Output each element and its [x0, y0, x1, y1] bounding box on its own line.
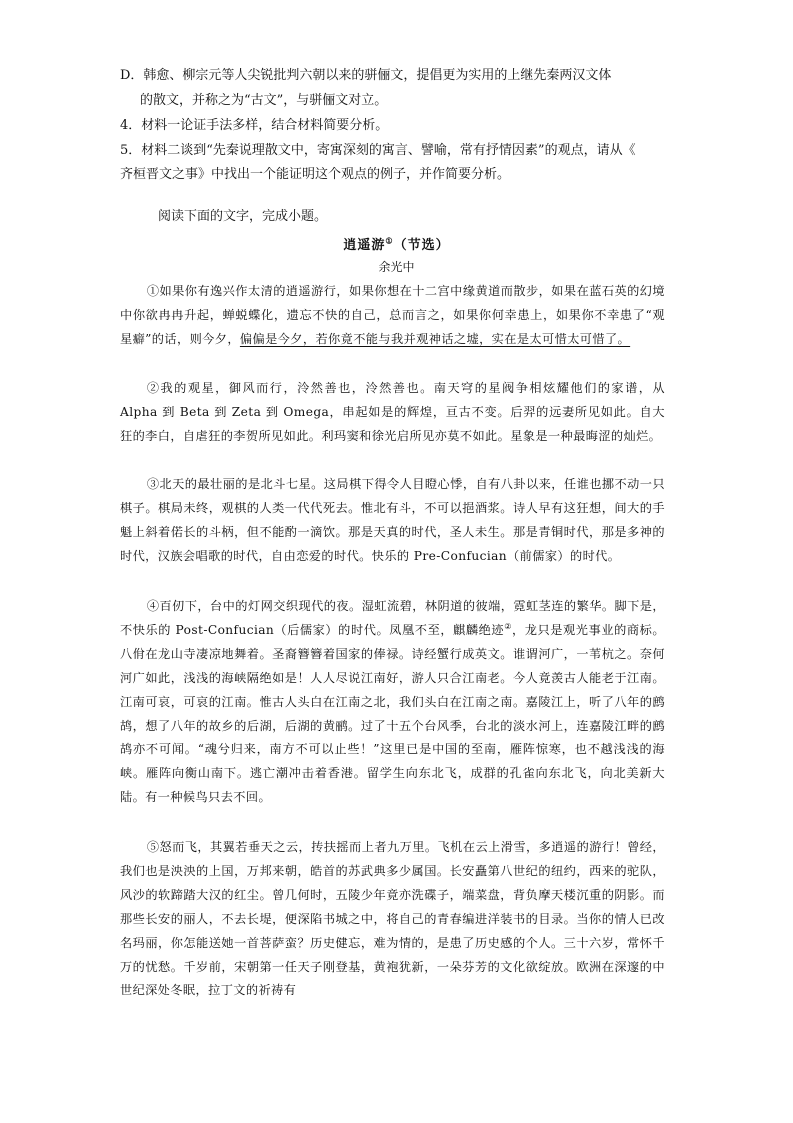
paragraph-4-footnote-marker: ②: [504, 621, 512, 631]
paragraph-4: [120, 595, 665, 810]
option-d-line2: 的散文，并称之为“古文”，与骈俪文对立。: [140, 93, 388, 108]
article-title: [0, 234, 793, 253]
title-footnote-marker: ①: [385, 235, 394, 246]
paragraph-5: ⑤怒而飞，其翼若垂天之云，抟扶摇而上者九万里。飞机在云上滑雪，多逍遥的游行！曾经，我们也是泱泱的上国，万邦来朝，皓首的苏武典多少属国。长安矗第八世纪的纽约，西来的驼队，风沙的软蹄踏大汉的红尘。曾几何时，五陵少年竟亦洗碟子，端菜盘，背负摩天楼沉重的阴影。而那些长安的丽人，不去长堤，便深陷书城之中，将自己的青春编进洋装书的目录。当你的情人已改名玛丽，你怎能送她一首菩萨蛮？历史健忘，难为情的，是患了历史感的个人。三十六岁，常怀千万的忧愁。千岁前，宋朝第一任天子刚登基，黄袍犹新，一朵芬芳的文化欲绽放。欧洲在深邃的中世纪深处冬眠，拉丁文的祈祷有: [120, 840, 665, 998]
paragraph-3: ③北天的最壮丽的是北斗七星。这局棋下得令人目瞪心悸，自有八卦以来，任谁也挪不动一只棋子。棋局未终，观棋的人类一代代死去。惟北有斗，不可以挹酒浆。诗人早有这狂想，间大的手魁上斜着偌长的斗柄，但不能酌一滴饮。那是天真的时代，圣人未生。那是青铜时代，那是多神的时代，汉族会唱歌的时代，自由恋爱的时代。快乐的 Pre-Confucian（前儒家）的时代。: [120, 477, 665, 563]
article-title-suffix: （节选）: [393, 238, 450, 253]
article-title-text: 逍遥游: [343, 238, 386, 253]
article-author: 余光中: [378, 260, 415, 274]
paragraph-4-rest: ，龙只是观光事业的商标。八佾在龙山寺凄凉地舞着。圣裔簪簪着国家的俸禄。诗经蟹行成英文。谁谓河广，一苇杭之。奈何河广如此，浅浅的海峡隔绝如是！人人尽说江南好，游人只合江南老。今人竟羡古人能老于江南。江南可哀，可哀的江南。惟古人头白在江南之北，我们头白在江南之南。嘉陵江上，听了八年的鹧鸪，想了八年的故乡的后湖，后湖的黄鹂。过了十五个台风季，台北的淡水河上，连嘉陵江畔的鹧鸪亦不可闻。“魂兮归来，南方不可以止些！”这里已是中国的至南，雁阵惊寒，也不越浅浅的海峡。雁阵向衡山南下。逃亡潮冲击着香港。留学生向东北飞，成群的孔雀向东北飞，向北美新大陆。有一种候鸟只去不回。: [120, 622, 665, 805]
question-4: 4．材料一论证手法多样，结合材料简要分析。: [120, 118, 389, 133]
paragraph-4-text: ④百仞下，台中的灯网交织现代的夜。湿虹流碧，林阴道的彼端，霓虹茎连的繁华。脚下是，不快乐的 Post-Confucian（后儒家）的时代。凤凰不至，麒麟绝迹: [120, 599, 665, 637]
paragraph-2: ②我的观星，御风而行，泠然善也，泠然善也。南天穹的星阀争相炫耀他们的家谱，从 Alpha 到 Beta 到 Zeta 到 Omega，串起如是的辉煌，亘古不变。后羿的远妻所见如此。自大狂的李白，自虐狂的李贺所见如此。利玛窦和徐光启所见亦莫不如此。星象是一种最晦涩的灿烂。: [120, 381, 665, 443]
option-d-line1: D．韩愈、柳宗元等人尖锐批判六朝以来的骈俪文，提倡更为实用的上继先秦两汉文体: [120, 68, 612, 83]
paragraph-1-underlined: 偏偏是今夕，若你竟不能与我并观神话之墟，实在是太可惜太可惜了。: [239, 331, 631, 346]
question-5-line2: 齐桓晋文之事》中找出一个能证明这个观点的例子，并作简要分析。: [120, 167, 511, 182]
question-5-line1: 5．材料二谈到“先秦说理散文中，寄寓深刻的寓言、譬喻，常有抒情因素”的观点，请从《: [120, 143, 636, 158]
paragraph-1: [120, 280, 665, 352]
paragraph-1-text: ①如果你有逸兴作太清的逍遥游行，如果你想在十二宫中缘黄道而散步，如果在蓝石英的幻境中你欲冉冉升起，蝉蜕蝶化，遗忘不快的自己，总而言之，如果你何幸患上，如果你不幸患了“观星癖”的话，则今夕，: [120, 284, 665, 346]
reading-instruction: 阅读下面的文字，完成小题。: [158, 209, 328, 224]
